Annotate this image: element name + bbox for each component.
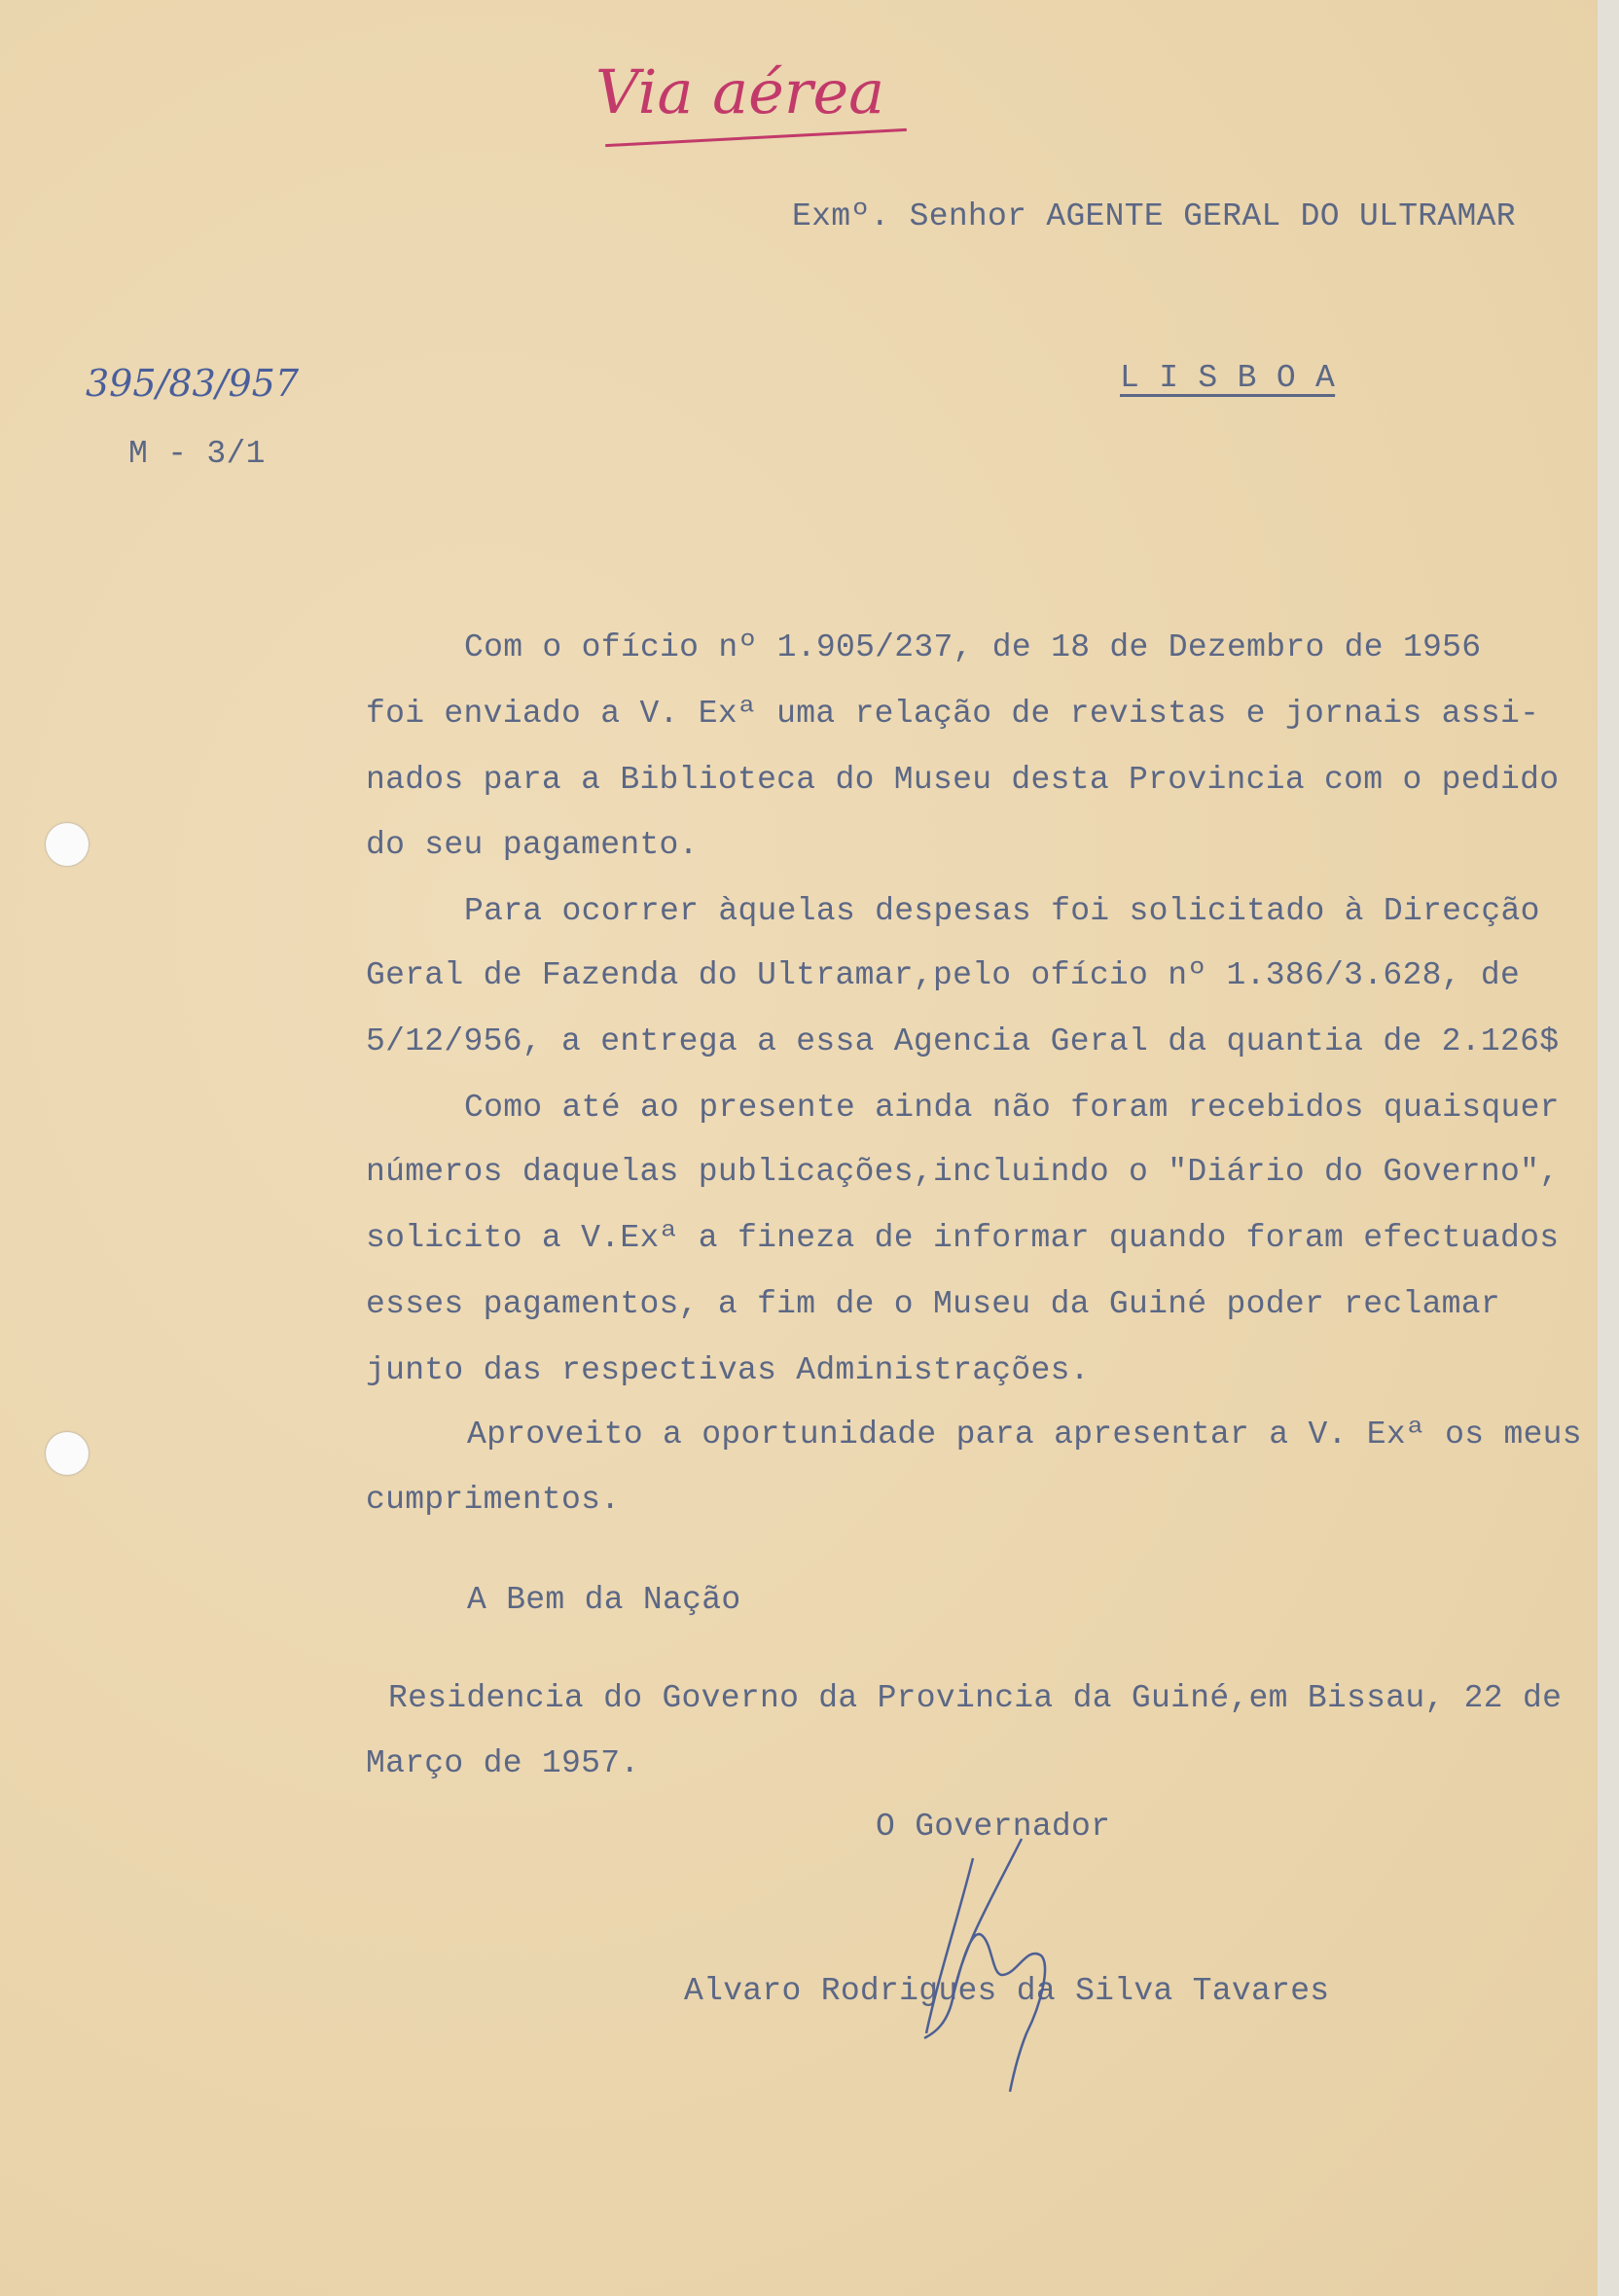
signatory-title: O Governador bbox=[876, 1809, 1111, 1845]
body-line: números daquelas publicações,incluindo o "Diário do Governo", bbox=[366, 1154, 1560, 1190]
airmail-annotation: Via aérea bbox=[595, 56, 885, 127]
body-line: junto das respectivas Administrações. bbox=[366, 1352, 1090, 1388]
body-line: cumprimentos. bbox=[366, 1482, 621, 1518]
signature bbox=[856, 1829, 1090, 2101]
body-line: Aproveito a oportunidade para apresentar a V. Exª os meus bbox=[467, 1417, 1582, 1453]
signatory-name: Alvaro Rodrigues da Silva Tavares bbox=[684, 1973, 1330, 2009]
body-line: 5/12/956, a entrega a essa Agencia Geral da quantia de 2.126$ bbox=[366, 1023, 1560, 1059]
place-date-line: Março de 1957. bbox=[366, 1745, 640, 1781]
body-line: foi enviado a V. Exª uma relação de revistas e jornais assi- bbox=[366, 696, 1540, 732]
reference-handwritten: 395/83/957 bbox=[86, 362, 300, 405]
reference-typed: M - 3/1 bbox=[128, 436, 266, 472]
punch-hole bbox=[46, 1432, 89, 1475]
scan-edge bbox=[1598, 0, 1619, 2296]
addressee: Exmº. Senhor AGENTE GERAL DO ULTRAMAR bbox=[792, 198, 1516, 234]
punch-hole bbox=[46, 823, 89, 866]
body-line: Para ocorrer àquelas despesas foi solicitado à Direcção bbox=[464, 893, 1540, 929]
body-line: Como até ao presente ainda não foram recebidos quaisquer bbox=[464, 1090, 1560, 1126]
body-line: nados para a Biblioteca do Museu desta Provincia com o pedido bbox=[366, 762, 1560, 798]
body-line: Com o ofício nº 1.905/237, de 18 de Dezembro de 1956 bbox=[464, 629, 1482, 665]
closing: A Bem da Nação bbox=[467, 1582, 741, 1618]
body-line: Geral de Fazenda do Ultramar,pelo ofício nº 1.386/3.628, de bbox=[366, 957, 1521, 993]
body-line: esses pagamentos, a fim de o Museu da Guiné poder reclamar bbox=[366, 1286, 1500, 1322]
body-line: solicito a V.Exª a fineza de informar quando foram efectuados bbox=[366, 1220, 1560, 1256]
body-line: do seu pagamento. bbox=[366, 827, 699, 863]
city: L I S B O A bbox=[1120, 360, 1336, 396]
place-date-line: Residencia do Governo da Provincia da Guiné,em Bissau, 22 de bbox=[388, 1680, 1563, 1716]
